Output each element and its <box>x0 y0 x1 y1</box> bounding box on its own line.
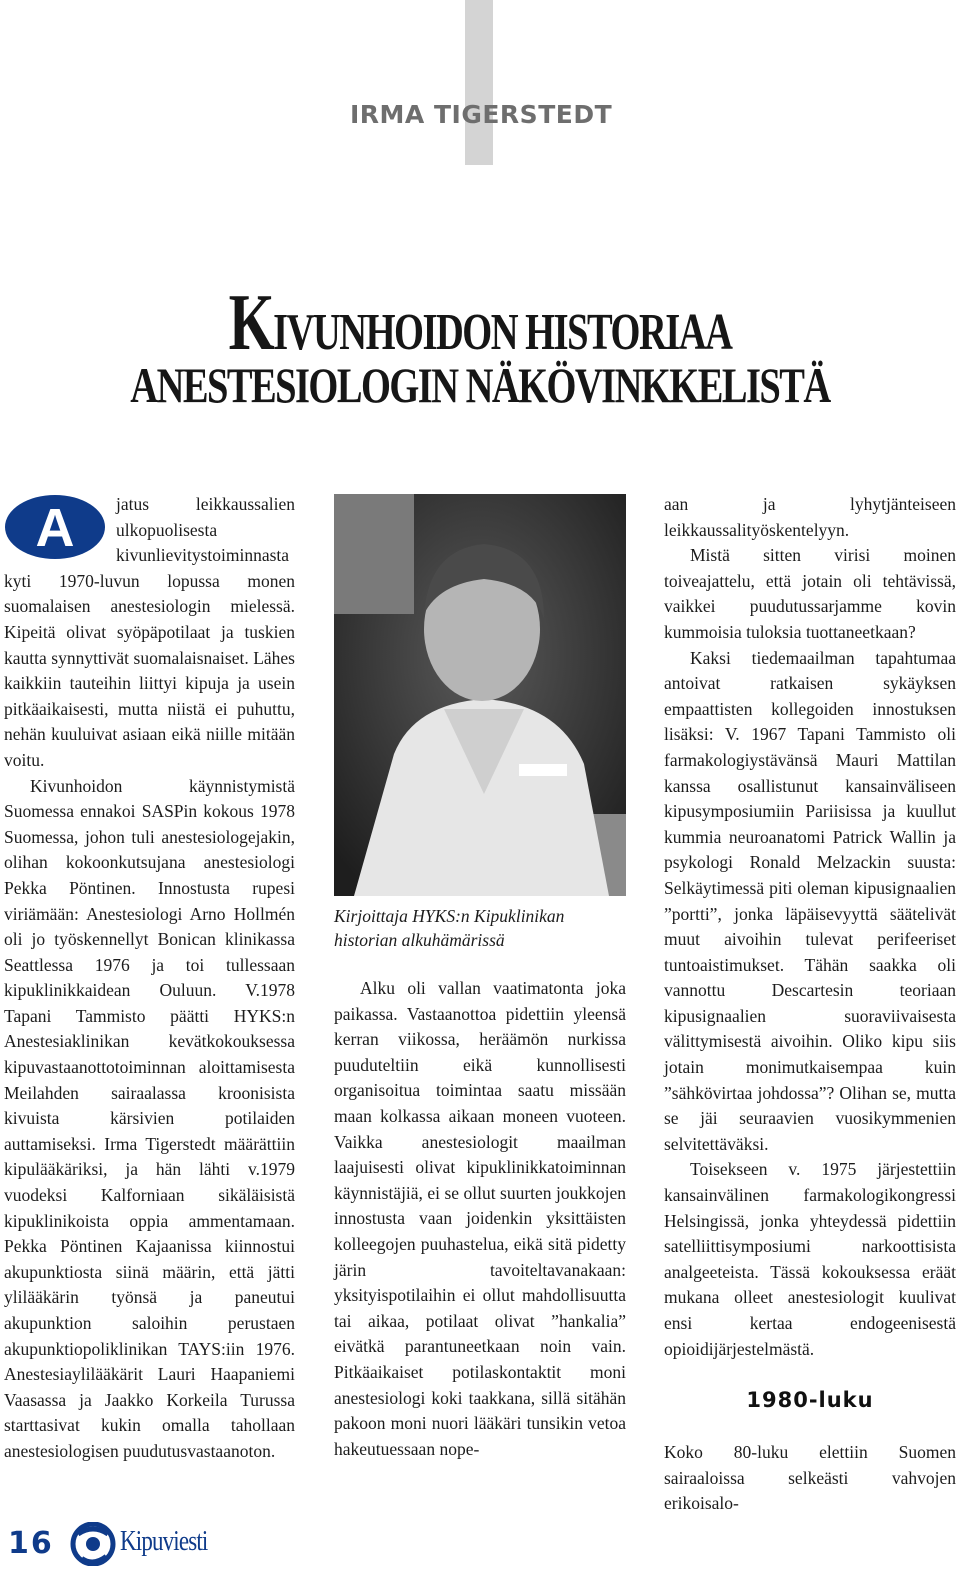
column-3-continued <box>664 1440 956 1517</box>
column-1 <box>4 492 295 1465</box>
title-line-1-text: IVUNHOIDON HISTORIAA <box>273 304 732 361</box>
paragraph: Alku oli vallan vaatimatonta joka paikassa. Vastaanottoa pidettiin yleensä kerran viikossa, heräämön nurkissa puuduteltiin eikä kunnollisesti organisoitua toimintaa saatu missään maan kolkassa aikaan moneen vuoteen. Vaikka anestesiologit maailman laajuisesti olivat kipuklinikkatoiminnan käynnistäjiä, ei se ollut suurten joukkojen innostusta vaan joidenkin yksittäisten kolleegojen puuhastelua, eikä sitä pidetty järin tavoiteltavanakaan: yksityispotilaihin ei ollut mahdollisuutta tai aikaa, potilaat olivat ”hankalia” eivätkä parantuneetkaan noin vain. Pitkäaikaiset potilaskontaktit moni anestesiologi koki taakkana, sillä sitähän pakoon moni nuori lääkäri tunsikin vetoa hakeutuessaan nope- <box>334 978 626 1459</box>
paragraph: Kivunhoidon käynnistymistä Suomessa ennakoi SASPin kokous 1978 Suomessa, johon tuli anestesiologejakin, olihan kokoonkutsujana anestesiologi Pekka Pöntinen. Innostusta rupesi viriämään: Anestesiologi Arno Hollmén oli jo työskennellyt Bonican klinikassa Seattlessa 1976 ja toi tullessaan kipuklinikkaidean Ouluun. V.1978 Tapani Tammisto päätti HYKS:n Anestesiaklinikan kevätkokouksessa kipuvastaanottotoiminnan aloittamisesta Meilahden sairaalassa kroonisista kivuista kärsivien potilaiden auttamiseksi. Irma Tigerstedt määrättiin kipulääkäriksi, ja hän lähti v.1979 vuodeksi Kalforniaan sikäläisistä kipuklinikoista oppia ammentamaan. Pekka Pöntinen Kajaanissa kiinnostui akupunktiosta siinä määrin, että jätti ylilääkärin työnsä ja paneutui akupunktion saloihin perustaen akupunktiopoliklinikan TAYS:iin 1976. Anestesiaylilääkärit Lauri Haapaniemi Vaasassa ja Jaakko Korkeila Turussa starttasivat kukin omalla tahollaan anestesiologisen puudutusvastaanoton. <box>4 775 295 1461</box>
section-heading: 1980-luku <box>746 1388 874 1412</box>
column-3 <box>664 492 956 1362</box>
article-title-line-2: ANESTESIOLOGIN NÄKÖVINKKELISTÄ <box>130 357 830 413</box>
paragraph: Koko 80-luku elettiin Suomen sairaaloissa selkeästi vahvojen erikoisalo- <box>664 1442 956 1514</box>
paragraph: Mistä sitten virisi moinen toiveajattelu, että jotain oli tehtävissä, vaikkei puudutussarjamme kovin kummoisia tuloksia tuottaneetkaan? <box>664 545 956 642</box>
author-photo <box>334 494 626 896</box>
drop-cap <box>4 494 106 560</box>
page-number: 16 <box>8 1526 54 1561</box>
paragraph: jatus leikkaussalien ulkopuolisesta kivunlievitystoiminnasta kyti 1970-luvun lopussa monen suomalaisen anestesiologin mielessä. Kipeitä olivat syöpäpotilaat ja tuskien kautta synnyttivät suomalaisnaiset. Lähes kaikkiin tauteihin liittyi kipuja ja usein pitkäaikaisesti, mutta niistä ei puhuttu, nehän kuuluivat asiaan eikä niille mitään voitu. <box>4 494 295 770</box>
publication-name: Kipuviesti <box>120 1526 208 1557</box>
header-accent-bar <box>465 0 493 165</box>
paragraph: Toisekseen v. 1975 järjestettiin kansainvälinen farmakologikongressi Helsingissä, jonka yhteydessä pidettiin satelliittisymposiumi narkoottisista analgeeteista. Tässä kokouksessa eräät mukana olleet anestesiologit kuulivat ensi kertaa endogeenisestä opioidijärjestelmästä. <box>664 1159 956 1359</box>
photo-caption: Kirjoittaja HYKS:n Kipuklinikan historian alkuhämärissä <box>334 906 565 950</box>
kipuviesti-logo-icon <box>70 1522 116 1566</box>
paragraph: aan ja lyhytjänteiseen leikkaussalityöskentelyyn. <box>664 494 956 540</box>
author-name: IRMA TIGERSTEDT <box>350 100 613 129</box>
drop-cap-letter: A <box>35 498 75 558</box>
column-2 <box>334 976 626 1462</box>
paragraph: Kaksi tiedemaailman tapahtumaa antoivat ratkaisen sykäyksen empaattisten kollegoiden innostuksen lisäksi: V. 1967 Tapani Tammisto oli farmakologiystävänsä Mauri Mattilan kanssa osallistunut kansainväliseen kipusymposiumiin Pariisissa ja kuullut kummia neuroanatomi Patrick Wallin ja psykologi Ronald Melzackin suusta: Selkäytimessä piti oleman kipusignaalien ”portti”, jonka läpäisevyyttä säätelivät muut aivoihin tulevat perifeeriset tuntoaistimukset. Tähän saakka oli vannottu Descartesin teoriaan kipusignaalien suoraviivaisesta välittymisestä aivoihin. Oliko kipu siis jotain monimutkaisempaa kuin ”sähkövirtaa johdossa”? Olihan se, mutta se jäi seuraavien vuosikymmenien selvitettäväksi. <box>664 647 956 1154</box>
title-initial: K <box>228 279 274 367</box>
